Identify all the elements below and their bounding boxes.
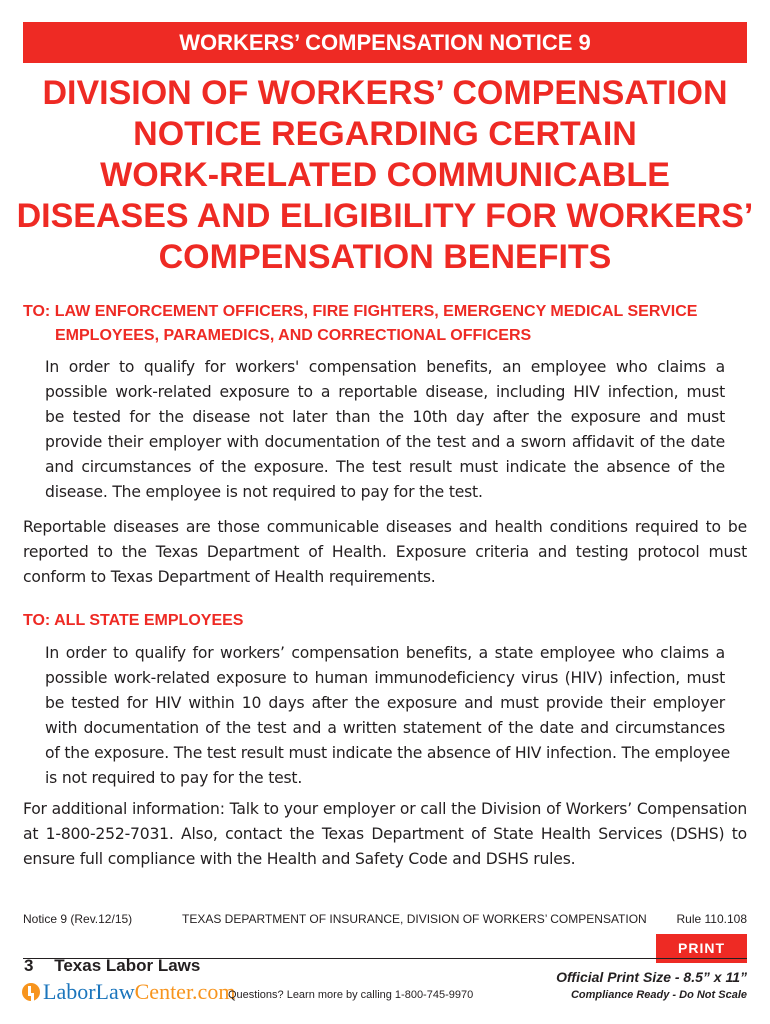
section1-heading-line2: EMPLOYEES, PARAMEDICS, AND CORRECTIONAL OFFICERS — [55, 327, 532, 344]
notice-banner: WORKERS’ COMPENSATION NOTICE 9 — [23, 22, 747, 63]
logo-mark-icon — [22, 983, 40, 1001]
print-button[interactable]: PRINT — [656, 934, 747, 963]
body-line: is not required to pay for the test. — [45, 769, 303, 787]
official-print-size: Official Print Size - 8.5” x 11” — [556, 969, 747, 985]
body-line: be tested for the disease not later than the 10th day after the exposure and must — [45, 408, 725, 426]
rule-number: Rule 110.108 — [676, 912, 747, 926]
body-line: reported to the Texas Department of Health. Exposure criteria and testing protocol must — [23, 543, 747, 561]
section-name: Texas Labor Laws — [54, 956, 201, 975]
additional-info-paragraph — [23, 797, 747, 872]
body-line: of the exposure. The test result must indicate the absence of HIV infection. The employee — [45, 744, 730, 762]
logo-text-part2: Center.com — [134, 979, 236, 1004]
body-line: at 1-800-252-7031. Also, contact the Texas Department of State Health Services (DSHS) to — [23, 825, 747, 843]
title-line: WORK-RELATED COMMUNICABLE — [100, 156, 670, 194]
body-line: and circumstances of the exposure. The test result must indicate the absence of the — [45, 458, 725, 476]
body-line: possible work-related exposure to a reportable disease, including HIV infection, must — [45, 383, 725, 401]
body-line: provide their employer with documentation of the test and a sworn affidavit of the date — [45, 433, 725, 451]
section2-heading — [23, 609, 243, 633]
title-line: COMPENSATION BENEFITS — [158, 238, 612, 276]
compliance-note: Compliance Ready - Do Not Scale — [570, 989, 747, 1001]
body-line: In order to qualify for workers' compensation benefits, an employee who claims a — [45, 358, 725, 376]
section-label — [24, 956, 200, 976]
notice-revision: Notice 9 (Rev.12/15) — [23, 912, 133, 926]
body-line: ensure full compliance with the Health and Safety Code and DSHS rules. — [23, 850, 576, 868]
logo-text-part1: LaborLaw — [43, 979, 135, 1004]
page-number: 3 — [24, 956, 34, 975]
section1-body — [45, 355, 725, 505]
body-line: Reportable diseases are those communicable diseases and health conditions required to be — [23, 518, 747, 536]
section2-body — [45, 641, 730, 791]
title-line: DIVISION OF WORKERS’ COMPENSATION — [42, 74, 728, 112]
body-line: possible work-related exposure to human immunodeficiency virus (HIV) infection, must — [45, 669, 725, 687]
body-line: be tested for HIV within 10 days after the exposure and must provide their employer — [45, 694, 725, 712]
body-line: disease. The employee is not required to pay for the test. — [45, 483, 483, 501]
questions-phone: Questions? Learn more by calling 1-800-745-9970 — [228, 989, 474, 1001]
section1-heading — [23, 300, 697, 348]
body-line: conform to Texas Department of Health requirements. — [23, 568, 436, 586]
title-line: DISEASES AND ELIGIBILITY FOR WORKERS’ — [16, 197, 754, 235]
notice-title — [10, 73, 760, 278]
title-line: NOTICE REGARDING CERTAIN — [133, 115, 637, 153]
section1-heading-line1: TO: LAW ENFORCEMENT OFFICERS, FIRE FIGHTERS, EMERGENCY MEDICAL SERVICE — [23, 303, 698, 320]
agency-name: TEXAS DEPARTMENT OF INSURANCE, DIVISION OF WORKERS’ COMPENSATION — [182, 912, 647, 926]
body-line: For additional information: Talk to your employer or call the Division of Workers’ Compensation — [23, 800, 747, 818]
body-line: In order to qualify for workers’ compensation benefits, a state employee who claims a — [45, 644, 725, 662]
body-line: with documentation of the test and a written statement of the date and circumstances — [45, 719, 725, 737]
laborlawcenter-logo[interactable] — [22, 980, 235, 1004]
section2-heading-text: TO: ALL STATE EMPLOYEES — [23, 612, 244, 629]
reportable-diseases-paragraph — [23, 515, 747, 590]
